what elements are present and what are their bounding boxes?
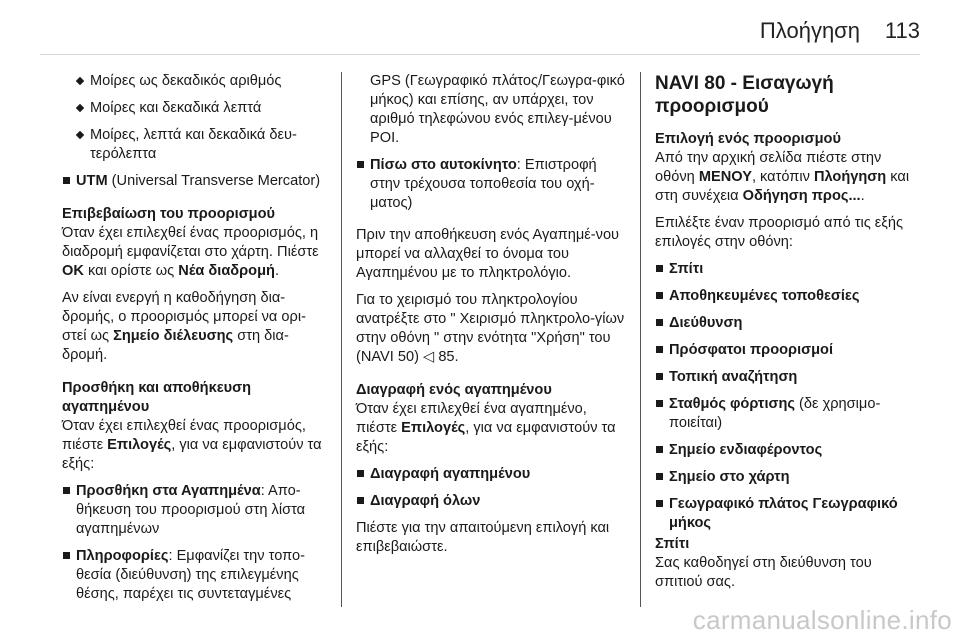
paragraph: Όταν έχει επιλεχθεί ένα αγαπημένο, πιέστε Επιλογές, για να εμφανιστούν τα εξής: [356, 401, 616, 455]
paragraph: Σας καθοδηγεί στη διεύθυνση του σπιτιού σας. [655, 555, 872, 590]
list-item: Μοίρες ως δεκαδικός αριθμός [62, 72, 330, 91]
watermark: carmanualsonline.info [692, 605, 952, 635]
column-right [655, 72, 920, 600]
list-item: Αποθηκευμένες τοποθεσίες [655, 287, 920, 306]
section-heading: Επιλογή ενός προορισμού [655, 131, 841, 147]
list-item: Πληροφορίες: Εμφανίζει την τοπο-θεσία (διεύθυνση) της επιλεγμένης θέσης, παρέχει τις συντεταγμένες [62, 547, 330, 604]
page-header [0, 0, 960, 56]
list-item: Σταθμός φόρτισης (δε χρησιμο-ποιείται) [655, 395, 920, 433]
paragraph: Επιλέξτε έναν προορισμό από τις εξής επιλογές στην οθόνη: [655, 215, 903, 250]
list-item: Προσθήκη στα Αγαπημένα: Απο-θήκευση του προορισμού στη λίστα αγαπημένων [62, 482, 330, 539]
section-heading: Σπίτι [655, 536, 690, 552]
paragraph: Αν είναι ενεργή η καθοδήγηση δια-δρομής, ο προορισμός μπορεί να ορι-στεί ως Σημείο διέλευσης στη δια-δρομή. [62, 290, 306, 363]
list-item: Μοίρες, λεπτά και δεκαδικά δευ-τερόλεπτα [62, 126, 330, 164]
list-item: Σημείο ενδιαφέροντος [655, 441, 920, 460]
section-title: NAVI 80 - Εισαγωγή προορισμού [655, 73, 834, 117]
section-heading: Προσθήκη και αποθήκευση αγαπημένου [62, 380, 252, 415]
section-heading: Διαγραφή ενός αγαπημένου [356, 382, 552, 398]
page-number: 113 [884, 18, 920, 43]
list-item: Τοπική αναζήτηση [655, 368, 920, 387]
column-divider [640, 72, 641, 607]
list-item: Διεύθυνση [655, 314, 920, 333]
utm-text: (Universal Transverse Mercator) [107, 173, 321, 189]
list-item: Πρόσφατοι προορισμοί [655, 341, 920, 360]
paragraph: GPS (Γεωγραφικό πλάτος/Γεωγρα-φικό μήκος) και επίσης, αν υπάρχει, τον αριθμό τηλεφώνου ενός επιλεγ-μένου POI. [370, 73, 625, 146]
header-title: Πλοήγηση [759, 18, 860, 43]
paragraph: Για το χειρισμό του πληκτρολογίου ανατρέξτε στο " Χειρισμό πληκτρολο-γίων στην οθόνη " στην ενότητα "Χρήση" του (NAVI 50) ◁ 85. [356, 292, 625, 365]
paragraph: Πιέστε για την απαιτούμενη επιλογή και επιβεβαιώστε. [356, 520, 610, 555]
column-divider [341, 72, 342, 607]
list-item: Γεωγραφικό πλάτος Γεωγραφικό μήκος [655, 495, 920, 533]
utm-label: UTM [76, 173, 108, 189]
list-item: Διαγραφή όλων [356, 492, 626, 511]
header-divider [40, 54, 920, 55]
paragraph: Όταν έχει επιλεχθεί ένας προορισμός, η διαδρομή εμφανίζεται στο χάρτη. Πιέστε OK και ορίστε ως Νέα διαδρομή. [62, 225, 319, 279]
list-item: Πίσω στο αυτοκίνητο: Επιστροφή στην τρέχουσα τοποθεσία του οχή-ματος) [356, 156, 626, 213]
list-item-utm [62, 172, 330, 191]
column-middle [356, 72, 626, 565]
column-left [62, 72, 330, 612]
list-item: Σημείο στο χάρτη [655, 468, 920, 487]
paragraph: Από την αρχική σελίδα πιέστε στην οθόνη ΜΕΝΟΥ, κατόπιν Πλοήγηση και στη συνέχεια Οδήγηση προς.... [655, 150, 910, 204]
paragraph: Όταν έχει επιλεχθεί ένας προορισμός, πιέστε Επιλογές, για να εμφανιστούν τα εξής: [62, 418, 322, 472]
list-item: Σπίτι [655, 260, 920, 279]
section-heading: Επιβεβαίωση του προορισμού [62, 206, 276, 222]
paragraph: Πριν την αποθήκευση ενός Αγαπημέ-νου μπορεί να αλλαχθεί το όνομα του Αγαπημένου με το πληκτρολόγιο. [356, 227, 620, 281]
list-item: Μοίρες και δεκαδικά λεπτά [62, 99, 330, 118]
list-item: Διαγραφή αγαπημένου [356, 465, 626, 484]
